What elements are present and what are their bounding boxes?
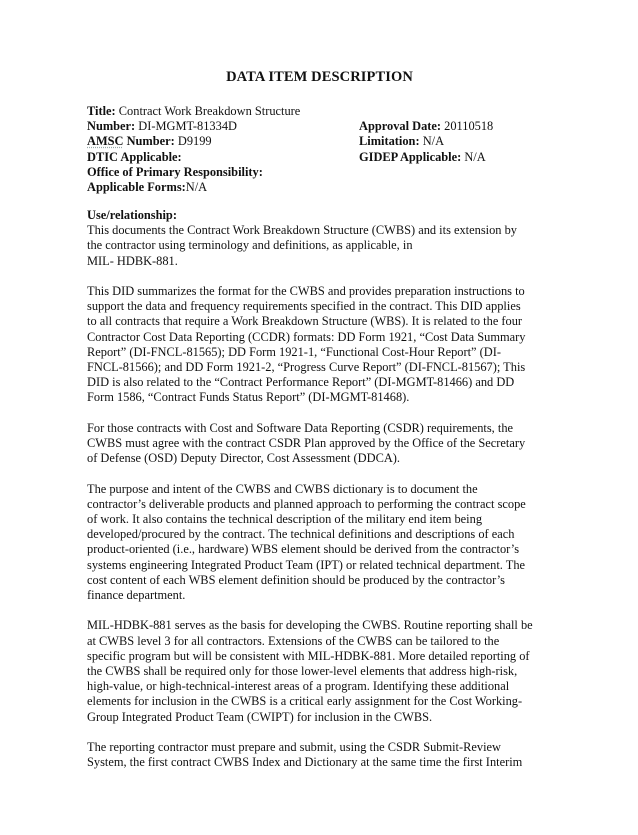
limitation-label: Limitation:: [359, 134, 420, 149]
forms-value: N/A: [185, 179, 208, 194]
paragraph-line: cost content of each WBS element definition should be produced by the contractor’s: [87, 572, 505, 587]
paragraph-line: contractor’s deliverable products and planned approach to performing the contract scope: [87, 496, 526, 511]
paragraph-line: CWBS must agree with the contract CSDR Plan approved by the Office of the Secretary: [87, 436, 526, 451]
paragraph: [87, 421, 557, 467]
paragraph-line: systems engineering Integrated Product Team (IPT) or related technical department. The: [87, 557, 526, 572]
paragraph-line: of Defense (OSD) Deputy Director, Cost Assessment (DDCA).: [87, 451, 401, 466]
paragraph-line: elements for inclusion in the CWBS is a critical early assignment for the Cost Working-: [87, 694, 523, 709]
metadata-block: [87, 104, 557, 195]
paragraph-line: the CWBS shall be required only for those lower-level elements that address high-risk,: [87, 664, 518, 679]
paragraph: [87, 482, 557, 604]
forms-label: Applicable Forms:: [87, 179, 186, 194]
document-heading: DATA ITEM DESCRIPTION: [226, 69, 413, 85]
meta-row-title: [87, 104, 557, 119]
gidep-value: N/A: [464, 149, 486, 164]
paragraph-line: This DID summarizes the format for the CWBS and provides preparation instructions to: [87, 284, 525, 298]
paragraph-line: DID is also related to the “Contract Performance Report” (DI-MGMT-81466) and DD: [87, 375, 515, 390]
paragraph: [87, 740, 557, 770]
paragraph-line: MIL- HDBK-881.: [87, 253, 178, 268]
paragraph-line: Group Integrated Product Team (CWIPT) for inclusion in the CWBS.: [87, 709, 433, 724]
paragraph-line: Form 1586, “Contract Funds Status Report” (DI-MGMT-81468).: [87, 390, 410, 405]
paragraph-line: FNCL-81566); and DD Form 1921-2, “Progress Curve Report” (DI-FNCL-81567); This: [87, 360, 526, 375]
meta-row-forms: [87, 180, 557, 195]
number-value: DI-MGMT-81334D: [138, 119, 237, 134]
paragraph: [87, 618, 557, 724]
paragraph: [87, 223, 557, 269]
approval-date-value: 20110518: [444, 119, 494, 134]
dtic-label: DTIC Applicable:: [87, 149, 182, 164]
paragraph-line: MIL-HDBK-881 serves as the basis for developing the CWBS. Routine reporting shall be: [87, 618, 533, 633]
paragraph-line: For those contracts with Cost and Software Data Reporting (CSDR) requirements, the: [87, 420, 514, 435]
paragraph: [87, 284, 557, 406]
title-label: Title:: [87, 104, 116, 118]
approval-date-label: Approval Date:: [359, 119, 442, 134]
section-heading: Use/relationship:: [87, 208, 177, 222]
meta-row-dtic: [87, 150, 557, 165]
paragraph-line: Contractor Cost Data Reporting (CCDR) formats: DD Form 1921, “Cost Data Summary: [87, 329, 526, 344]
number-label: Number:: [87, 119, 136, 134]
paragraph-line: specific program but will be consistent with MIL-HDBK-881. More detailed reporting of: [87, 648, 530, 663]
meta-row-office: [87, 165, 557, 180]
paragraph-line: System, the first contract CWBS Index and Dictionary at the same time the first Interim: [87, 755, 523, 770]
paragraph-line: at CWBS level 3 for all contractors. Extensions of the CWBS can be tailored to the: [87, 633, 500, 648]
paragraph-line: The reporting contractor must prepare and submit, using the CSDR Submit-Review: [87, 740, 501, 755]
paragraph-line: This documents the Contract Work Breakdown Structure (CWBS) and its extension by: [87, 223, 517, 238]
paragraph-line: high-value, or high-technical-interest areas of a program. Identifying these additional: [87, 679, 510, 694]
document-body: [87, 208, 557, 786]
paragraph-line: The purpose and intent of the CWBS and CWBS dictionary is to document the: [87, 481, 478, 496]
amsc-value: D9199: [177, 134, 212, 149]
meta-row-amsc: [87, 134, 557, 149]
office-label: Office of Primary Responsibility:: [87, 164, 263, 179]
paragraph-line: to all contracts that require a Work Breakdown Structure (WBS). It is related to the four: [87, 314, 523, 329]
paragraph-line: developed/procured by the contract. The technical definitions and descriptions of each: [87, 527, 515, 542]
gidep-label: GIDEP Applicable:: [359, 149, 462, 164]
paragraph-line: the contractor using terminology and definitions, as applicable, in: [87, 238, 413, 253]
meta-row-number: [87, 119, 557, 134]
amsc-label: AMSC: [87, 134, 124, 149]
paragraph-line: of work. It also contains the technical description of the military end item being: [87, 512, 483, 527]
paragraph-line: Report” (DI-FNCL-81565); DD Form 1921-1, “Functional Cost-Hour Report” (DI-: [87, 344, 501, 359]
title-value: Contract Work Breakdown Structure: [118, 104, 301, 118]
paragraph-line: finance department.: [87, 588, 186, 603]
limitation-value: N/A: [422, 134, 445, 149]
paragraph-line: product-oriented (i.e., hardware) WBS element should be derived from the contractor’s: [87, 542, 520, 557]
amsc-label-rest: Number:: [126, 134, 175, 149]
paragraph-line: support the data and frequency requirements specified in the contract. This DID applies: [87, 299, 521, 314]
